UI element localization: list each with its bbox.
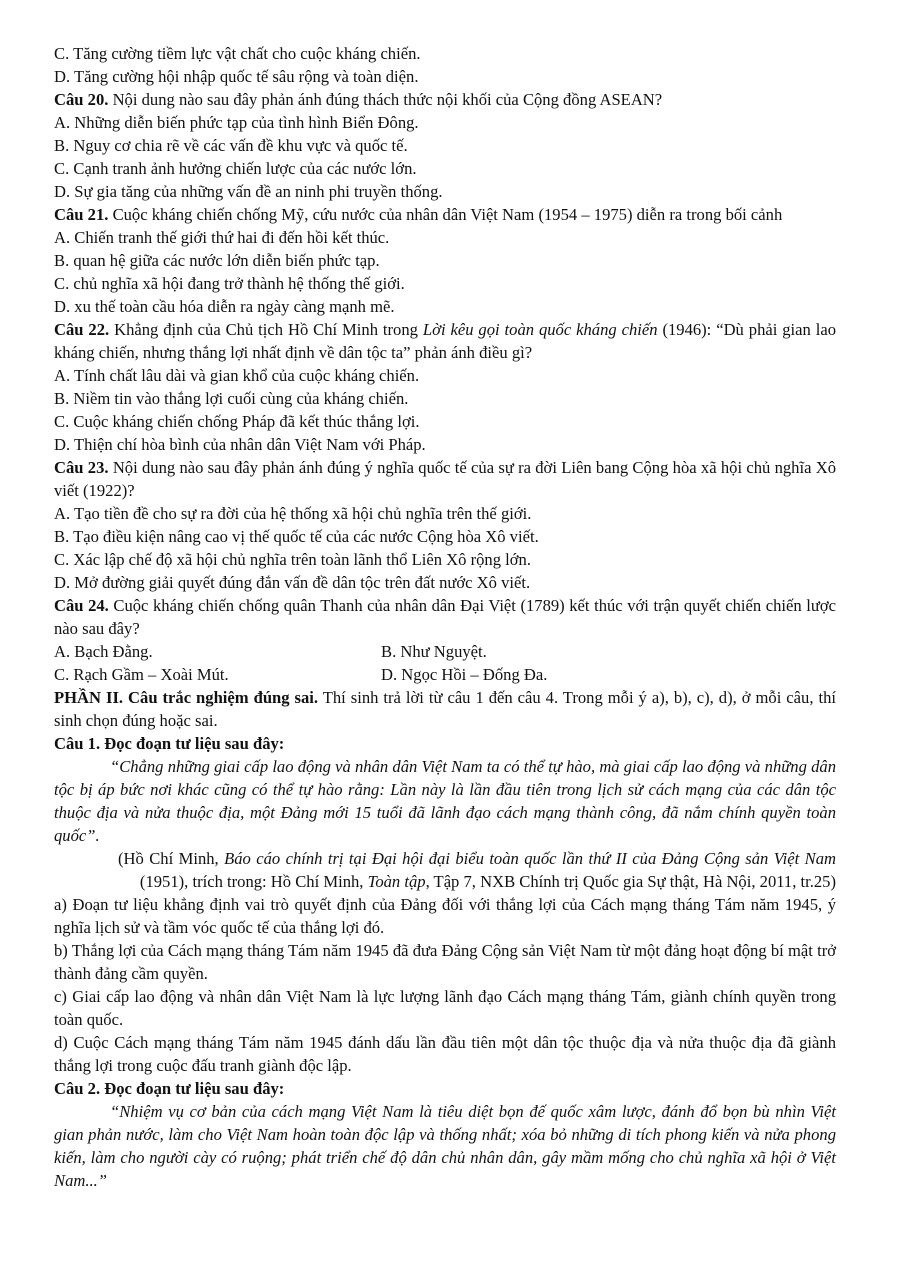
option-d: D. Mở đường giải quyết đúng đắn vấn đề dân tộc trên đất nước Xô viết. xyxy=(54,573,531,592)
option-c: C. chủ nghĩa xã hội đang trở thành hệ thống thế giới. xyxy=(54,274,405,293)
option-a: A. Những diễn biến phức tạp của tình hình Biển Đông. xyxy=(54,113,419,132)
option-b: B. Nguy cơ chia rẽ về các vấn đề khu vực và quốc tế. xyxy=(54,136,408,155)
options-grid xyxy=(54,640,836,686)
statement-d: d) Cuộc Cách mạng tháng Tám năm 1945 đánh dấu lần đầu tiên một dân tộc thuộc địa và nửa thuộc địa đã giành thắng lợi trong cuộc đấu tranh giành độc lập. xyxy=(54,1033,836,1075)
option-b: B. Tạo điều kiện nâng cao vị thế quốc tế của các nước Cộng hòa Xô viết. xyxy=(54,527,539,546)
true-false-question-1 xyxy=(54,732,836,1077)
option-c: C. Cạnh tranh ảnh hưởng chiến lược của các nước lớn. xyxy=(54,159,417,178)
section-instructions: Thí sinh trả lời từ câu 1 đến câu 4. Trong mỗi ý a), b), c), d), ở mỗi câu, thí sinh chọn đúng hoặc sai. xyxy=(54,688,836,730)
question-20 xyxy=(54,88,836,203)
option-d: D. Thiện chí hòa bình của nhân dân Việt Nam với Pháp. xyxy=(54,435,426,454)
option-d: D. Ngọc Hồi – Đống Đa. xyxy=(381,665,548,684)
statement-a: a) Đoạn tư liệu khẳng định vai trò quyết định của Đảng đối với thắng lợi của Cách mạng tháng Tám năm 1945, ý nghĩa lịch sử và tầm vóc quốc tế của thắng lợi đó. xyxy=(54,895,837,937)
question-heading: Câu 2. Đọc đoạn tư liệu sau đây: xyxy=(54,1079,285,1098)
source-citation: (Hồ Chí Minh, Báo cáo chính trị tại Đại hội đại biểu toàn quốc lần thứ II của Đảng Cộng sản Việt Nam (1951), trích trong: Hồ Chí Minh, Toàn tập, Tập 7, NXB Chính trị Quốc gia Sự thật, Hà Nội, 2011, tr.25) xyxy=(118,849,836,891)
section-title: PHẦN II. Câu trắc nghiệm đúng sai. xyxy=(54,688,319,707)
question-stem: Câu 21. Cuộc kháng chiến chống Mỹ, cứu nước của nhân dân Việt Nam (1954 – 1975) diễn ra trong bối cảnh xyxy=(54,205,783,224)
question-stem: Câu 23. Nội dung nào sau đây phản ánh đúng ý nghĩa quốc tế của sự ra đời Liên bang Cộng hòa xã hội chủ nghĩa Xô viết (1922)? xyxy=(54,458,836,500)
option-a: A. Chiến tranh thế giới thứ hai đi đến hồi kết thúc. xyxy=(54,228,390,247)
question-23 xyxy=(54,456,836,594)
part-2-header xyxy=(54,686,836,732)
option-d: D. Tăng cường hội nhập quốc tế sâu rộng và toàn diện. xyxy=(54,67,419,86)
option-c: C. Cuộc kháng chiến chống Pháp đã kết thúc thắng lợi. xyxy=(54,412,420,431)
option-c: C. Tăng cường tiềm lực vật chất cho cuộc kháng chiến. xyxy=(54,44,421,63)
option-c: C. Rạch Gầm – Xoài Mút. xyxy=(54,665,229,684)
option-c: C. Xác lập chế độ xã hội chủ nghĩa trên toàn lãnh thổ Liên Xô rộng lớn. xyxy=(54,550,531,569)
option-a: A. Tính chất lâu dài và gian khổ của cuộc kháng chiến. xyxy=(54,366,420,385)
question-24 xyxy=(54,594,836,686)
question-22 xyxy=(54,318,836,456)
source-quote: “Nhiệm vụ cơ bản của cách mạng Việt Nam là tiêu diệt bọn đế quốc xâm lược, đánh đổ bọn bù nhìn Việt gian phản nước, làm cho Việt Nam hoàn toàn độc lập và thống nhất; xóa bỏ những di tích phong kiến và nửa phong kiến, làm cho người cày có ruộng; phát triển chế độ dân chủ nhân dân, gây mầm mống cho chủ nghĩa xã hội ở Việt Nam...” xyxy=(54,1102,836,1190)
option-a: A. Bạch Đằng. xyxy=(54,642,153,661)
question-stem: Câu 22. Khẳng định của Chủ tịch Hồ Chí Minh trong Lời kêu gọi toàn quốc kháng chiến (1946): “Dù phải gian lao kháng chiến, nhưng thắng lợi nhất định về dân tộc ta” phản ánh điều gì? xyxy=(54,320,837,362)
option-d: D. Sự gia tăng của những vấn đề an ninh phi truyền thống. xyxy=(54,182,443,201)
question-stem: Câu 24. Cuộc kháng chiến chống quân Thanh của nhân dân Đại Việt (1789) kết thúc với trận quyết chiến chiến lược nào sau đây? xyxy=(54,596,836,638)
statement-b: b) Thắng lợi của Cách mạng tháng Tám năm 1945 đã đưa Đảng Cộng sản Việt Nam từ một đảng hoạt động bí mật trở thành đảng cầm quyền. xyxy=(54,941,836,983)
document-title: Lời kêu gọi toàn quốc kháng chiến xyxy=(422,320,658,339)
question-heading: Câu 1. Đọc đoạn tư liệu sau đây: xyxy=(54,734,285,753)
question-21 xyxy=(54,203,836,318)
true-false-question-2 xyxy=(54,1077,836,1192)
option-a: A. Tạo tiền đề cho sự ra đời của hệ thống xã hội chủ nghĩa trên thế giới. xyxy=(54,504,532,523)
option-b: B. Niềm tin vào thắng lợi cuối cùng của kháng chiến. xyxy=(54,389,409,408)
source-quote: “Chẳng những giai cấp lao động và nhân dân Việt Nam ta có thể tự hào, mà giai cấp lao động và những dân tộc bị áp bức nơi khác cũng có thể tự hào rằng: Lần này là lần đầu tiên trong lịch sử cách mạng của các dân tộc thuộc địa và nửa thuộc địa, một Đảng mới 15 tuổi đã lãnh đạo cách mạng thành công, đã nắm chính quyền toàn quốc”. xyxy=(54,757,836,845)
statement-c: c) Giai cấp lao động và nhân dân Việt Nam là lực lượng lãnh đạo Cách mạng tháng Tám, giành chính quyền trong toàn quốc. xyxy=(54,987,836,1029)
option-b: B. Như Nguyệt. xyxy=(381,642,487,661)
exam-page xyxy=(54,42,836,1192)
question-stem: Câu 20. Nội dung nào sau đây phản ánh đúng thách thức nội khối của Cộng đồng ASEAN? xyxy=(54,90,663,109)
previous-question-options xyxy=(54,42,836,88)
option-b: B. quan hệ giữa các nước lớn diễn biến phức tạp. xyxy=(54,251,380,270)
option-d: D. xu thế toàn cầu hóa diễn ra ngày càng mạnh mẽ. xyxy=(54,297,395,316)
